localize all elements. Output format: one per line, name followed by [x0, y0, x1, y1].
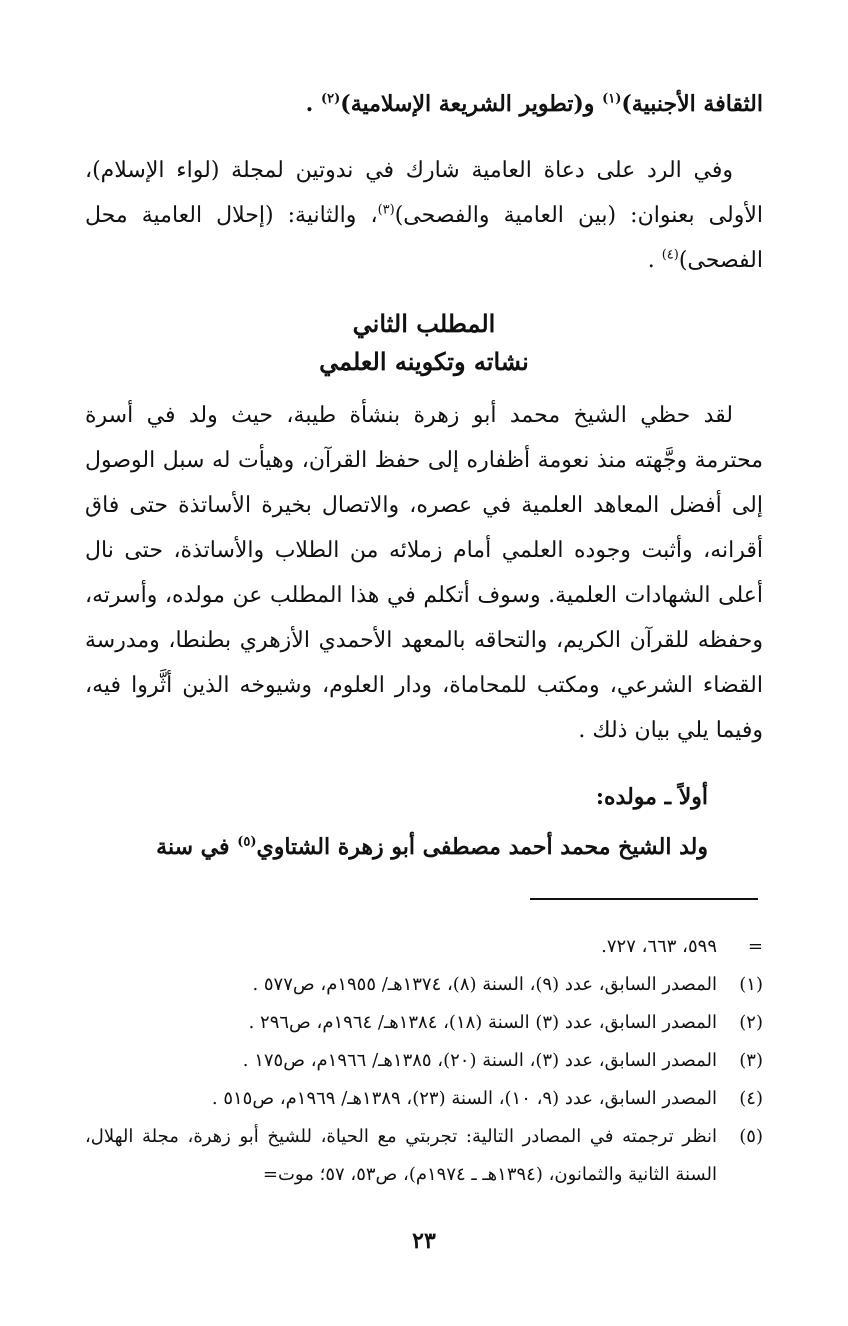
footnote-text: المصدر السابق، عدد (٩)، السنة (٨)، ١٣٧٤هـ/ ١٩٥٥م، ص٥٧٧ . [252, 974, 717, 995]
paragraph1-text-part1: الثقافة الأجنبية) [621, 91, 763, 117]
paragraph-birth [85, 825, 763, 870]
footnote-ref-5[interactable]: (٥) [237, 834, 257, 850]
paragraph-seminars [85, 148, 763, 283]
footnote-ref-2[interactable]: (٢) [321, 91, 341, 107]
footnotes-section [85, 928, 763, 1194]
footnote-ref-1[interactable]: (١) [602, 91, 622, 107]
footnote-text: المصدر السابق، عدد (٩، ١٠)، السنة (٢٣)، ١٣٨٩هـ/ ١٩٦٩م، ص٥١٥ . [211, 1088, 717, 1109]
paragraph4-text-part1: ولد الشيخ محمد أحمد مصطفى أبو زهرة الشتاوي [256, 834, 708, 860]
footnote-mark: (١) [739, 974, 763, 995]
footnote-item [85, 966, 763, 1004]
paragraph-continuation [85, 82, 763, 127]
footnote-mark: (٤) [739, 1088, 763, 1109]
subsection-title: أولاً ـ مولده: [595, 784, 708, 810]
footnote-text: المصدر السابق، عدد (٣) السنة (١٨)، ١٣٨٤هـ/ ١٩٦٤م، ص٢٩٦ . [248, 1012, 717, 1033]
footnote-item [85, 1042, 763, 1080]
paragraph-upbringing: لقد حظي الشيخ محمد أبو زهرة بنشأة طيبة، حيث ولد في أسرة محترمة وجَّهته منذ نعومة أظفاره إلى حفظ القرآن، وهيأت له سبل الوصول إلى أفضل المعاهد العلمية في عصره، والاتصال بخيرة الأساتذة حتى فاق أقرانه، وأثبت وجوده العلمي أمام زملائه من الطلاب والأساتذة، حتى نال أعلى الشهادات العلمية. وسوف أتكلم في هذا المطلب عن مولده، وأسرته، وحفظه للقرآن الكريم، والتحاقه بالمعهد الأحمدي الأزهري بطنطا، ومدرسة القضاء الشرعي، ومكتب للمحاماة، ودار العلوم، وشيوخه الذين أثَّروا فيه، وفيما يلي بيان ذلك . [85, 403, 763, 743]
footnote-mark: (٢) [739, 1012, 763, 1033]
footnote-item [85, 1004, 763, 1042]
footnote-text: المصدر السابق، عدد (٣)، السنة (٢٠)، ١٣٨٥هـ/ ١٩٦٦م، ص١٧٥ . [242, 1050, 717, 1071]
footnote-separator [530, 898, 758, 900]
paragraph1-text-part3: . [305, 91, 321, 117]
footnote-text: ٥٩٩، ٦٦٣، ٧٢٧. [601, 936, 717, 957]
footnote-item [85, 928, 763, 966]
paragraph2-text-part2: ، والثانية: (إحلال العامية محل الفصحى) [85, 203, 763, 273]
footnote-text: انظر ترجمته في المصادر التالية: تجربتي مع الحياة، للشيخ أبو زهرة، مجلة الهلال، السنة الثانية والثمانون، (١٣٩٤هـ ـ ١٩٧٤م)، ص٥٣، ٥٧؛ موت= [85, 1126, 717, 1185]
footnote-ref-4[interactable]: (٤) [661, 247, 679, 263]
footnote-item [85, 1080, 763, 1118]
paragraph2-text-part3: . [647, 248, 662, 273]
page-number: ٢٣ [412, 1228, 436, 1254]
footnote-item [85, 1118, 763, 1194]
section-title: المطلب الثاني [352, 309, 496, 338]
section-subtitle: نشاته وتكوينه العلمي [319, 347, 529, 376]
paragraph1-text-part2: و(تطوير الشريعة الإسلامية) [340, 91, 603, 117]
footnote-ref-3[interactable]: (٣) [377, 202, 395, 218]
footnote-mark: (٣) [739, 1050, 763, 1071]
paragraph2-text-part1: وفي الرد على دعاة العامية شارك في ندوتين لمجلة (لواء الإسلام)، الأولى بعنوان: (بين العامية والفصحى) [85, 158, 763, 228]
footnote-mark: (٥) [739, 1126, 763, 1147]
paragraph4-text-part2: في سنة [156, 834, 238, 860]
footnote-mark: = [747, 936, 763, 957]
